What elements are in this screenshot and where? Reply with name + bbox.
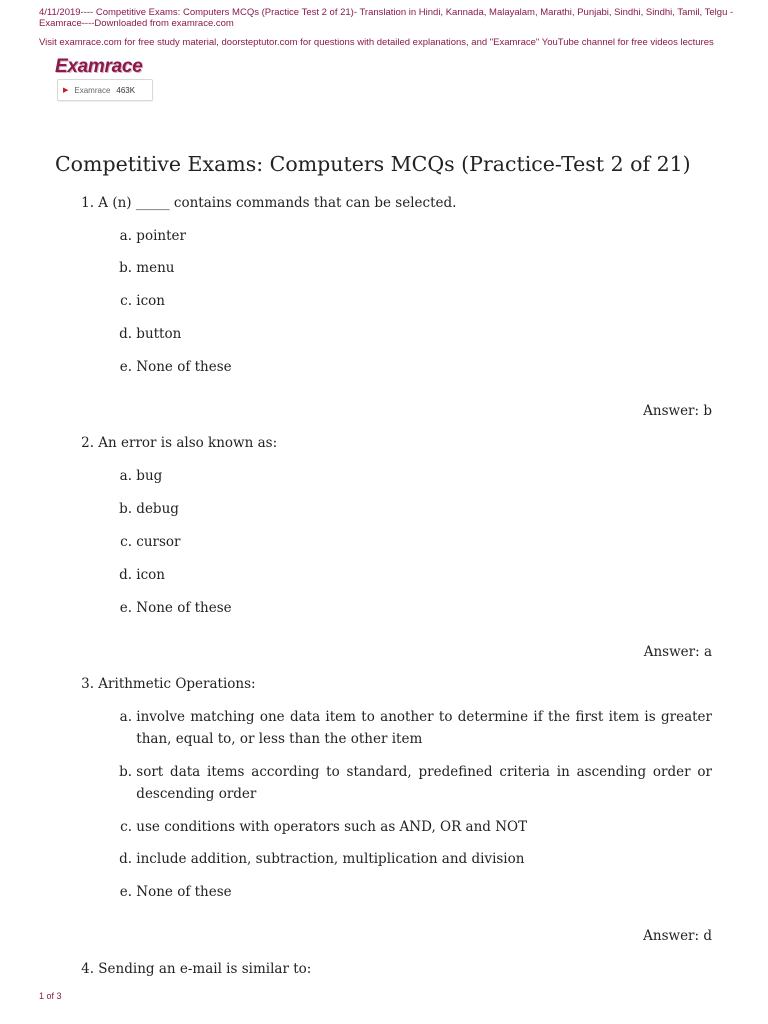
option-text: pointer — [136, 228, 186, 244]
option-1c — [113, 290, 712, 312]
option-letter: b. — [119, 764, 132, 780]
option-text: None of these — [136, 884, 232, 900]
option-letter: b. — [119, 260, 132, 276]
option-letter: a. — [119, 228, 132, 244]
answer-1: Answer: b — [643, 403, 712, 419]
question-number: 1. — [81, 195, 94, 211]
question-number: 3. — [81, 676, 94, 692]
option-letter: d. — [119, 851, 132, 867]
option-3a — [113, 706, 712, 750]
option-letter: e. — [119, 884, 132, 900]
option-3c — [113, 816, 712, 838]
option-letter: d. — [119, 326, 132, 342]
option-2a — [113, 465, 712, 487]
question-text: Sending an e-mail is similar to: — [98, 961, 312, 977]
option-letter: e. — [119, 359, 132, 375]
option-text: use conditions with operators such as AND, OR and NOT — [136, 819, 528, 835]
question-text: An error is also known as: — [98, 435, 278, 451]
option-text: cursor — [136, 534, 181, 550]
subscriber-count: 463K — [116, 85, 136, 95]
question-1 — [75, 192, 456, 214]
question-number: 2. — [81, 435, 94, 451]
option-1e — [113, 356, 712, 378]
option-text: None of these — [136, 359, 232, 375]
page-indicator: 1 of 3 — [39, 991, 62, 1001]
youtube-play-icon: ▶ — [63, 87, 69, 94]
option-3d — [113, 848, 712, 870]
youtube-channel-name: Examrace — [74, 85, 111, 95]
question-text: Arithmetic Operations: — [98, 676, 256, 692]
option-letter: b. — [119, 501, 132, 517]
download-header: 4/11/2019---- Competitive Exams: Computers MCQs (Practice Test 2 of 21)- Translation in Hindi, Kannada, Malayalam, Marathi, Punjabi, Sindhi, Sindhi, Tamil, Telgu - Examrace----Downloaded from examrace.com — [39, 7, 734, 29]
question-text: A (n) _____ contains commands that can be selected. — [98, 195, 457, 211]
question-number: 4. — [81, 961, 94, 977]
option-text: sort data items according to standard, predefined criteria in ascending order or descending order — [136, 764, 712, 802]
option-text: include addition, subtraction, multiplication and division — [136, 851, 525, 867]
page-title: Competitive Exams: Computers MCQs (Practice-Test 2 of 21) — [55, 152, 691, 176]
question-3 — [75, 673, 256, 695]
youtube-subscribe-button[interactable] — [57, 79, 153, 101]
option-text: button — [136, 326, 182, 342]
option-1d — [113, 323, 712, 345]
examrace-logo[interactable]: Examrace — [55, 56, 143, 77]
option-letter: e. — [119, 600, 132, 616]
option-letter: c. — [120, 293, 132, 309]
option-text: icon — [136, 293, 165, 309]
visit-notice: Visit examrace.com for free study material, doorsteptutor.com for questions with detailed explanations, and "Examrace" YouTube channel for free videos lectures — [39, 37, 714, 48]
option-2e — [113, 597, 712, 619]
answer-2: Answer: a — [643, 644, 712, 660]
option-letter: a. — [119, 468, 132, 484]
question-4 — [75, 958, 311, 980]
option-letter: c. — [120, 819, 132, 835]
question-2 — [75, 432, 277, 454]
option-letter: d. — [119, 567, 132, 583]
option-letter: a. — [119, 709, 132, 725]
option-text: menu — [136, 260, 175, 276]
option-2c — [113, 531, 712, 553]
answer-3: Answer: d — [643, 928, 712, 944]
option-text: bug — [136, 468, 163, 484]
option-text: icon — [136, 567, 165, 583]
option-2d — [113, 564, 712, 586]
option-text: debug — [136, 501, 179, 517]
option-1a — [113, 225, 712, 247]
option-text: None of these — [136, 600, 232, 616]
option-text: involve matching one data item to another to determine if the first item is greater than, equal to, or less than the other item — [136, 709, 712, 747]
option-3b — [113, 761, 712, 805]
option-letter: c. — [120, 534, 132, 550]
option-2b — [113, 498, 712, 520]
option-3e — [113, 881, 712, 903]
option-1b — [113, 257, 712, 279]
